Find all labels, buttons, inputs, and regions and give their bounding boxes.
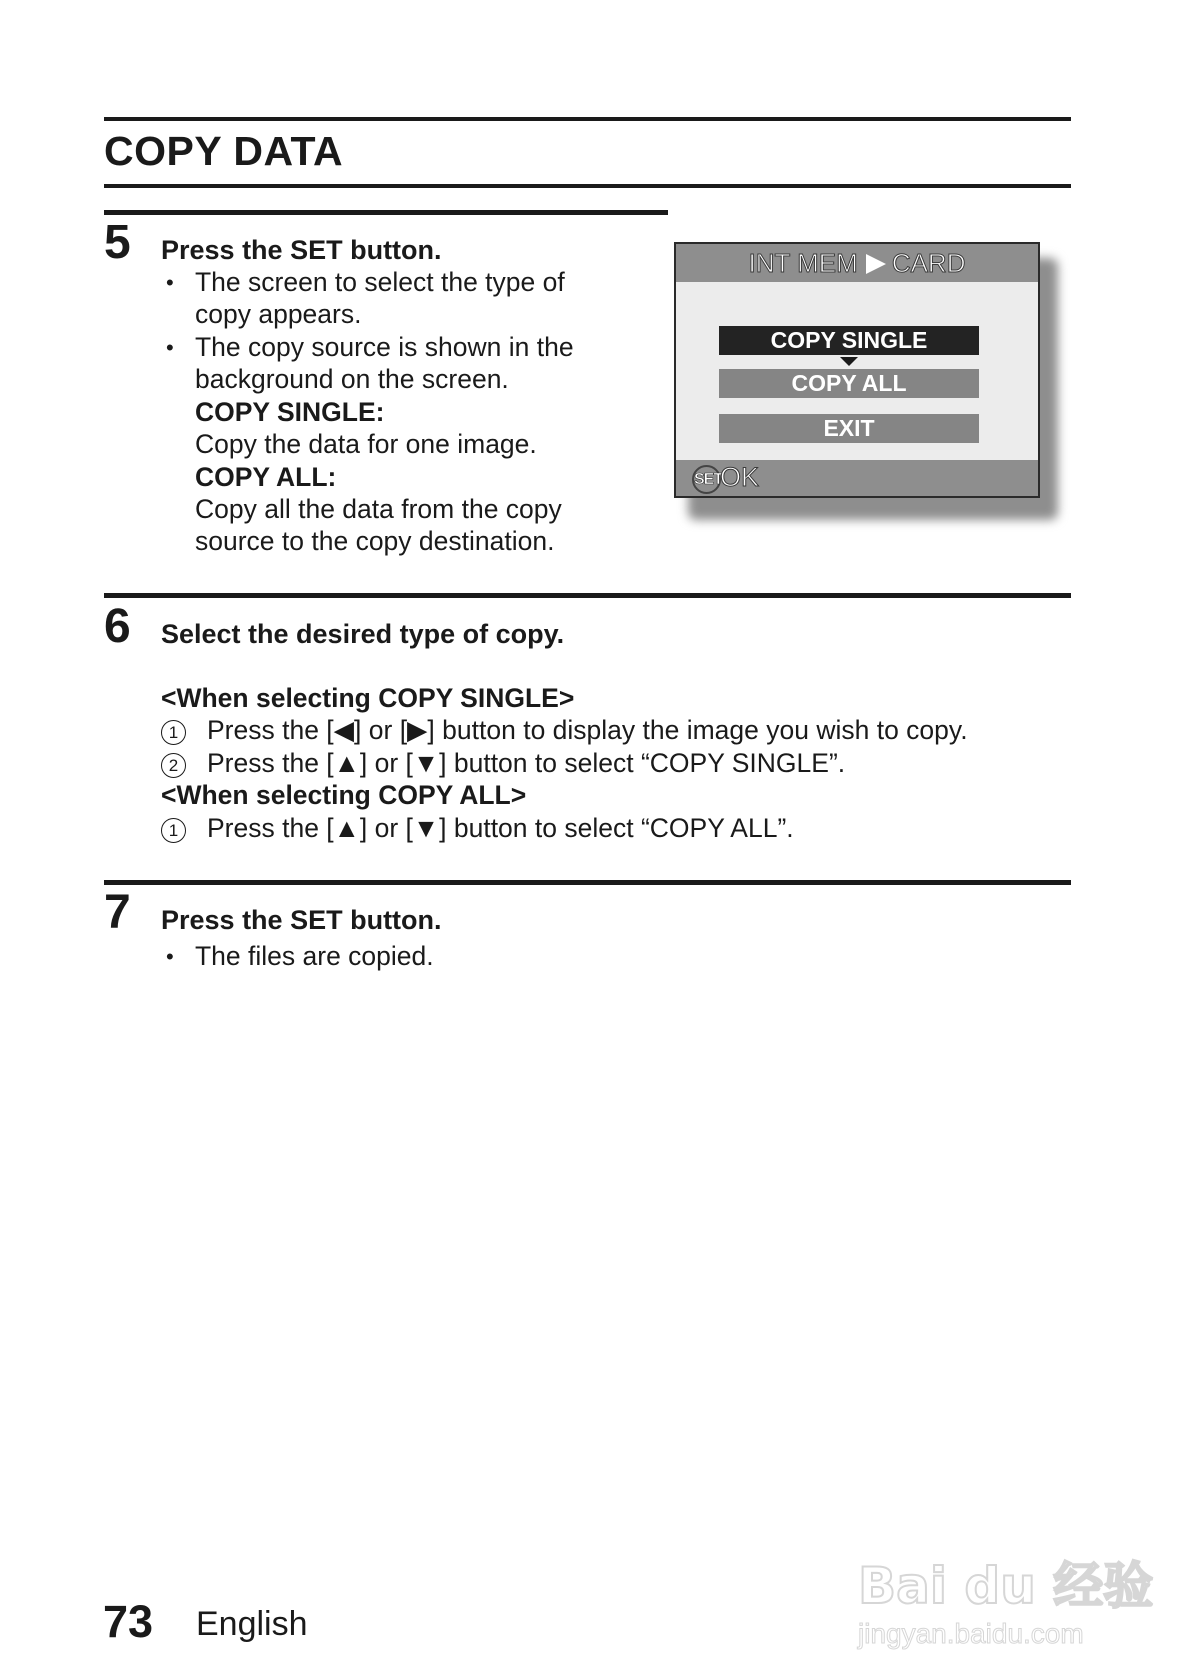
step6-rule [104,593,1071,598]
step5-bullet2-line1: The copy source is shown in the [195,332,574,362]
set-button-icon: SET [692,465,721,494]
page-language: English [196,1605,308,1643]
step5-bullet1-line1: The screen to select the type of [195,267,565,297]
copy-single-step1: Press the [◀] or [▶] button to display the image you wish to copy. [207,715,968,745]
screen-title-bar [676,244,1038,282]
step5-rule [104,210,668,215]
bullet-dot: • [166,335,174,360]
step5-bullet2-line2: background on the screen. [195,364,509,394]
title-top-rule [104,117,1071,121]
ok-label: OK [720,462,760,492]
bullet-dot: • [166,270,174,295]
step5-bullet1-line2: copy appears. [195,299,362,329]
option-copy-all[interactable]: COPY ALL [719,369,979,398]
copy-single-step2: Press the [▲] or [▼] button to select “COPY SINGLE”. [207,748,846,778]
step7-bullet1: The files are copied. [195,941,434,971]
option-exit[interactable]: EXIT [719,414,979,443]
down-arrow-icon [840,357,858,366]
page-title: COPY DATA [104,128,344,174]
step6-number: 6 [104,600,131,653]
copy-single-label: COPY SINGLE: [195,397,385,427]
copy-all-section-heading: <When selecting COPY ALL> [161,780,527,810]
step5-number: 5 [104,216,131,269]
copy-all-desc-line2: source to the copy destination. [195,526,555,556]
bullet-dot: • [166,944,174,969]
camera-screen [674,242,1040,498]
screen-title-source: INT MEM [748,248,858,278]
step6-heading: Select the desired type of copy. [161,619,565,649]
step7-rule [104,880,1071,885]
step-marker-2: 2 [161,753,186,778]
play-arrow-icon [866,254,886,274]
screen-title [676,248,1038,279]
copy-single-desc: Copy the data for one image. [195,429,537,459]
option-copy-single[interactable]: COPY SINGLE [719,326,979,355]
copy-all-step1: Press the [▲] or [▼] button to select “COPY ALL”. [207,813,794,843]
step7-heading: Press the SET button. [161,905,442,935]
watermark-url: jingyan.baidu.com [858,1618,1084,1649]
screen-footer [676,460,1038,496]
page-number: 73 [103,1596,154,1647]
step-marker-1: 1 [161,818,186,843]
watermark-logo: Bai du 经验 [858,1557,1154,1615]
title-bottom-rule [104,184,1071,188]
step5-heading: Press the SET button. [161,235,442,265]
copy-all-desc-line1: Copy all the data from the copy [195,494,562,524]
copy-single-section-heading: <When selecting COPY SINGLE> [161,683,575,713]
step7-number: 7 [104,886,131,939]
step-marker-1: 1 [161,720,186,745]
screen-title-destination: CARD [891,248,966,278]
copy-all-label: COPY ALL: [195,462,337,492]
